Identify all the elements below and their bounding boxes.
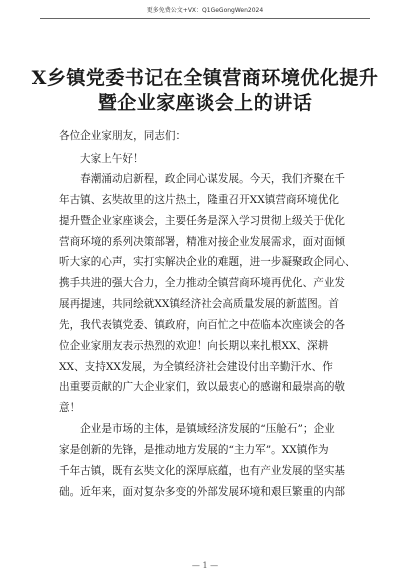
paragraph-line: 位企业家朋友表示热烈的欢迎！向长期以来扎根XX、深耕 [59, 339, 329, 352]
paragraph-1 [59, 169, 361, 419]
paragraph-line: 出重要贡献的广大企业家们，致以最衷心的感谢和最崇高的敬 [59, 381, 346, 394]
paragraph-line: 展再提速，共同绘就XX镇经济社会高质量发展的新蓝图。首 [59, 298, 339, 311]
paragraph-line: XX、支持XX发展，为全镇经济社会建设付出辛勤汗水、作 [59, 360, 333, 373]
paragraph-line: 础。近年来，面对复杂多变的外部发展环境和艰巨繁重的内部 [59, 485, 346, 498]
salutation: 各位企业家朋友，同志们： [59, 130, 187, 142]
paragraph-line: 意！ [59, 402, 81, 415]
title-line-2: 暨企业家座谈会上的讲话 [97, 92, 313, 114]
paragraph-line: 先，我代表镇党委、镇政府，向百忙之中莅临本次座谈会的各 [59, 318, 346, 331]
paragraph-line: 营商环境的系列决策部署，精准对接企业发展需求，面对面倾 [59, 235, 346, 248]
paragraph-line: 家是创新的先锋，是推动地方发展的“主力军”。XX镇作为 [59, 443, 329, 456]
title-line-1: X乡镇党委书记在全镇营商环境优化提升 [31, 67, 379, 89]
paragraph-2 [59, 419, 361, 502]
paragraph-line: 春潮涌动启新程，政企同心谋发展。今天，我们齐聚在千 [59, 173, 346, 185]
paragraph-line: 提升暨企业家座谈会，主要任务是深入学习贯彻上级关于优化 [59, 214, 346, 227]
header-note: 更多免费公文+VX：Q1GeGongWen2024 [0, 5, 410, 19]
paragraph-line: 携手共进的强大合力，全力推动全镇营商环境再优化、产业发 [59, 277, 346, 290]
page-number: — 1 — [191, 561, 219, 570]
paragraph-line: 听大家的心声，实打实解决企业的难题，进一步凝聚政企同心、 [59, 256, 356, 269]
greeting: 大家上午好！ [80, 153, 144, 165]
paragraph-line: 千年古镇，既有玄奘文化的深厚底蕴，也有产业发展的坚实基 [59, 464, 346, 477]
paragraph-line: 年古镇、玄奘故里的这片热土，隆重召开XX镇营商环境优化 [59, 193, 339, 206]
paragraph-line: 企业是市场的主体，是镇域经济发展的“压舱石”；企业 [59, 423, 335, 435]
